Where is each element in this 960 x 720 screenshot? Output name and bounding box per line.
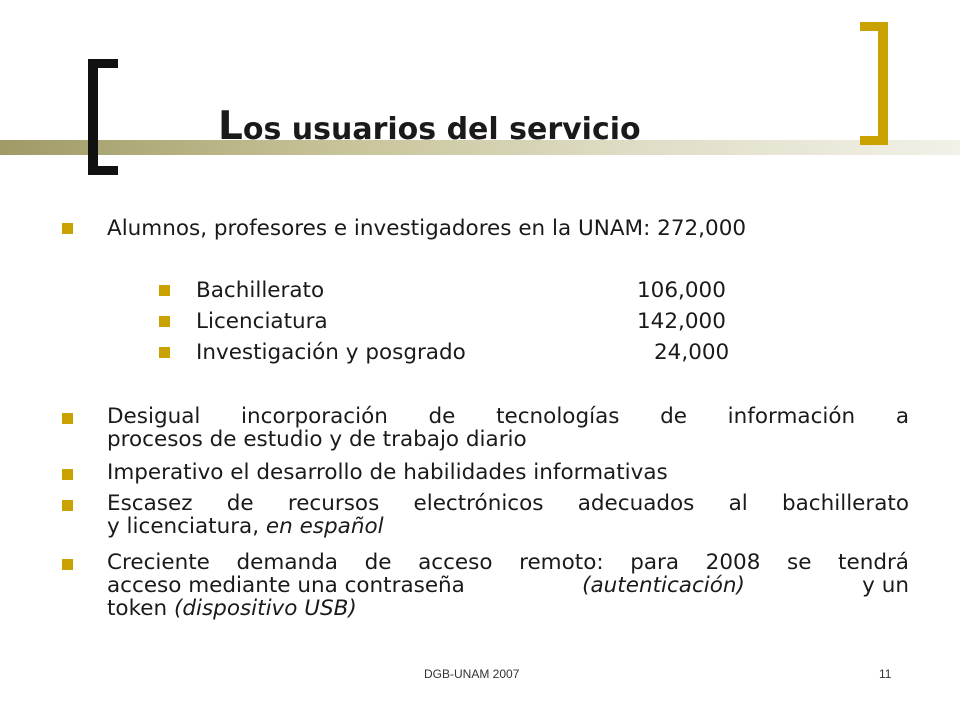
bullet-text <box>107 461 909 484</box>
bullet-line <box>107 597 909 620</box>
page-number: 11 <box>879 667 892 681</box>
sub-item-value: 106,000 <box>637 278 726 303</box>
main-bullet-text: Alumnos, profesores e investigadores en la UNAM: 272,000 <box>107 216 747 241</box>
sub-item-label: Investigación y posgrado <box>196 340 466 365</box>
bullet-line-prefix: acceso mediante una contraseña <box>107 573 465 598</box>
bullet-text <box>107 405 909 451</box>
title-text: os usuarios del servicio <box>242 112 641 147</box>
bullet-line <box>107 574 909 597</box>
bullet-line-prefix: token <box>107 596 174 621</box>
bullet-line-italic: en español <box>265 514 384 539</box>
bullet-line-italic: (dispositivo USB) <box>173 596 357 621</box>
sub-item-value: 24,000 <box>654 340 730 365</box>
bullet-line-prefix: y licenciatura, <box>107 514 266 539</box>
bullet-marker <box>62 469 73 480</box>
sub-item-label: Bachillerato <box>196 278 325 303</box>
bullet-marker <box>62 413 73 424</box>
sub-bullet-marker <box>159 316 170 327</box>
bullet-line-italic: (autenticación) <box>582 573 745 598</box>
bullet-line: procesos de estudio y de trabajo diario <box>107 427 527 452</box>
bullet-line: Imperativo el desarrollo de habilidades informativas <box>107 460 668 485</box>
sub-bullet-marker <box>159 347 170 358</box>
sub-item-label: Licenciatura <box>196 309 328 334</box>
left-bracket-decoration <box>88 59 118 175</box>
bullet-text <box>107 551 909 620</box>
bullet-marker <box>62 223 73 234</box>
bullet-text <box>107 492 909 538</box>
bullet-line: Creciente demanda de acceso remoto: para 2008 se tendrá <box>107 550 909 575</box>
footer-source: DGB-UNAM 2007 <box>424 667 520 681</box>
bullet-line: Escasez de recursos electrónicos adecuados al bachillerato <box>107 491 909 516</box>
bullet-line: Desigual incorporación de tecnologías de información a <box>107 404 909 429</box>
page-title <box>218 104 641 149</box>
bullet-marker <box>62 500 73 511</box>
right-bracket-decoration <box>860 22 888 145</box>
bullet-line-suffix: y un <box>862 573 909 598</box>
sub-bullet-marker <box>159 285 170 296</box>
title-initial: L <box>218 104 243 149</box>
sub-item-value: 142,000 <box>637 309 726 334</box>
bullet-marker <box>62 559 73 570</box>
bullet-line <box>107 515 909 538</box>
